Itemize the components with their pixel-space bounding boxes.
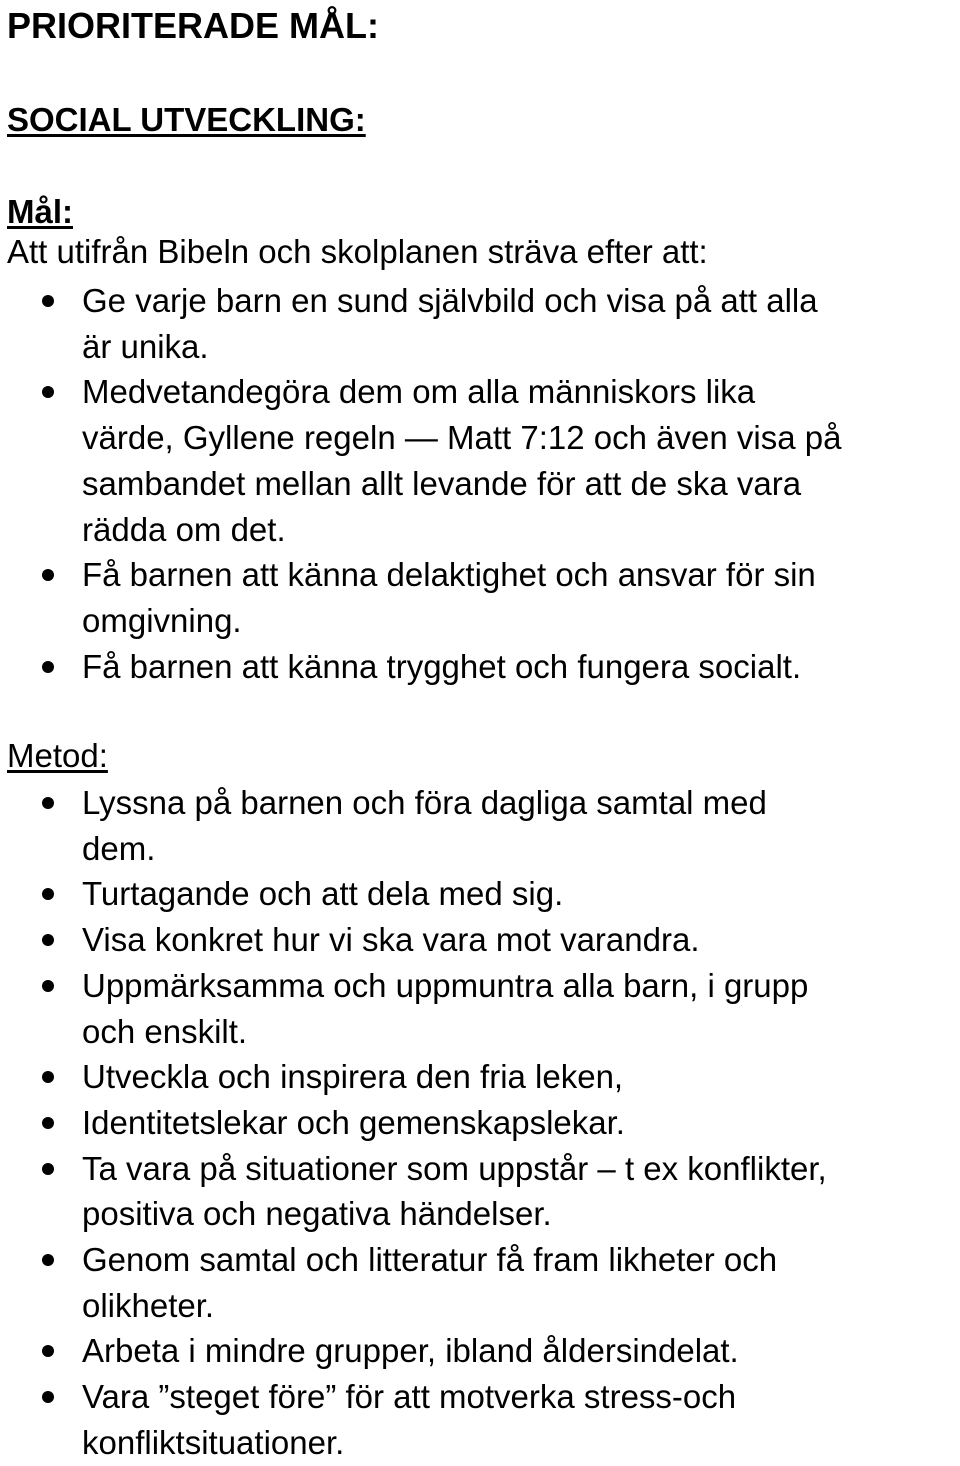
list-item-text: Vara ”steget före” för att motverka stress-och konfliktsituationer. (82, 1378, 737, 1461)
bullet-icon (42, 1117, 54, 1129)
list-item (0, 1237, 960, 1328)
list-item-text: Uppmärksamma och uppmuntra alla barn, i grupp och enskilt. (82, 966, 809, 1050)
list-item (0, 552, 960, 643)
method-label: Metod: (7, 737, 108, 774)
bullet-icon (42, 1071, 54, 1083)
bullet-icon (42, 1163, 54, 1175)
bullet-icon (42, 797, 54, 809)
bullet-icon (42, 1254, 54, 1266)
bullet-icon (42, 980, 54, 992)
list-item (0, 871, 960, 917)
list-item-text: Medvetandegöra dem om alla människors lika värde, Gyllene regeln — Matt 7:12 och även visa på sambandet mellan allt levande för att de ska vara rädda om det. (82, 373, 842, 548)
bullet-icon (42, 1391, 54, 1403)
section-heading: SOCIAL UTVECKLING: (7, 101, 366, 138)
method-list (0, 780, 960, 1466)
list-item (0, 644, 960, 690)
list-item (0, 963, 960, 1054)
list-item (0, 1328, 960, 1374)
list-item-text: Utveckla och inspirera den fria leken, (82, 1058, 624, 1096)
list-item-text: Identitetslekar och gemenskapslekar. (82, 1103, 625, 1141)
list-item (0, 1054, 960, 1100)
list-item-text: Genom samtal och litteratur få fram likheter och olikheter. (82, 1241, 778, 1324)
list-item-text: Få barnen att känna delaktighet och ansvar för sin omgivning. (82, 556, 816, 639)
list-item (0, 1374, 960, 1465)
bullet-icon (42, 569, 54, 581)
list-item-text: Ta vara på situationer som uppstår – t ex konflikter, positiva och negativa händelser. (82, 1149, 827, 1233)
list-item (0, 1146, 960, 1237)
bullet-icon (42, 386, 54, 398)
list-item-text: Arbeta i mindre grupper, ibland åldersindelat. (82, 1332, 739, 1370)
list-item-text: Visa konkret hur vi ska vara mot varandra. (82, 921, 700, 959)
bullet-icon (42, 888, 54, 900)
page-title: PRIORITERADE MÅL: (7, 5, 379, 46)
list-item (0, 369, 960, 552)
list-item (0, 1100, 960, 1146)
goal-label: Mål: (7, 193, 73, 230)
goal-list (0, 278, 960, 689)
list-item-text: Turtagande och att dela med sig. (82, 875, 564, 913)
list-item-text: Ge varje barn en sund självbild och visa på att alla är unika. (82, 282, 818, 365)
bullet-icon (42, 295, 54, 307)
list-item (0, 780, 960, 871)
bullet-icon (42, 661, 54, 673)
list-item-text: Få barnen att känna trygghet och fungera socialt. (82, 647, 802, 685)
bullet-icon (42, 934, 54, 946)
list-item-text: Lyssna på barnen och föra dagliga samtal med dem. (82, 784, 767, 867)
list-item (0, 278, 960, 369)
list-item (0, 917, 960, 963)
goal-intro: Att utifrån Bibeln och skolplanen sträva efter att: (7, 233, 708, 270)
bullet-icon (42, 1345, 54, 1357)
